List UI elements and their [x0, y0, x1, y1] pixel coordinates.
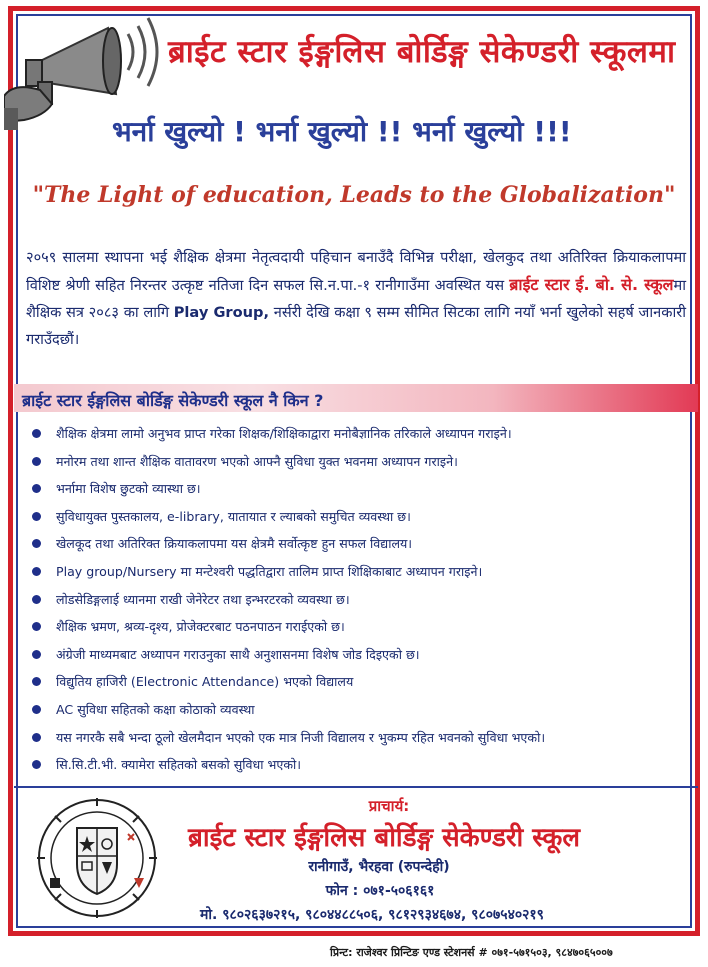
bullet-icon [32, 539, 41, 548]
feature-item [30, 641, 690, 669]
bullet-icon [32, 429, 41, 438]
feature-text: भर्नामा विशेष छुटको व्यास्था छ। [56, 481, 201, 497]
intro-text-1: २०५९ सालमा स्थापना भई शैक्षिक क्षेत्रमा नेतृत्वदायी पहिचान बनाउँदै विभिन्न परीक्षा, खेलकुद तथा अतिरिक्त क्रियाकलापमा विशिष्ट श्रेणी सहित निरन्तर उत्कृष्ट नतिजा दिन सफल सि.न.पा.-१ रानीगाउँमा अवस्थित यस [26, 249, 686, 294]
feature-text: Play group/Nursery मा मन्टेश्वरी पद्धतिद्वारा तालिम प्राप्त शिक्षिकाबाट अध्यापन गराइने। [56, 563, 483, 579]
feature-list [30, 420, 690, 779]
intro-play-group: Play Group, [173, 304, 270, 321]
intro-school-highlight: ब्राईट स्टार ई. बो. से. स्कूल [509, 275, 674, 294]
feature-item [30, 558, 690, 586]
bullet-icon [32, 595, 41, 604]
why-section-title: ब्राईट स्टार ईङ्गलिस बोर्डिङ्ग सेकेण्डरी स्कूल नै किन ? [22, 391, 324, 410]
bullet-icon [32, 760, 41, 769]
feature-item [30, 475, 690, 503]
admission-open-line: भर्ना खुल्यो ! भर्ना खुल्यो !! भर्ना खुल्यो !!! [112, 115, 572, 148]
feature-item [30, 448, 690, 476]
footer-divider [14, 786, 698, 788]
feature-item [30, 586, 690, 614]
intro-text-2: मा शैक्षिक सत्र २०८३ का लागि [26, 277, 686, 321]
bullet-icon [32, 512, 41, 521]
feature-item [30, 751, 690, 779]
feature-item [30, 503, 690, 531]
bullet-icon [32, 457, 41, 466]
school-title: ब्राईट स्टार ईङ्गलिस बोर्डिङ्ग सेकेण्डरी स्कूलमा [168, 34, 676, 70]
feature-text: विद्युतिय हाजिरी (Electronic Attendance) भएको विद्यालय [56, 674, 354, 690]
slogan: "The Light of education, Leads to the Globalization" [32, 182, 676, 208]
footer-mobile-numbers: मो. ९८०२६३७२१५, ९८०४४८८५०६, ९८१२९३४६७४, ९८०७५४०२१९ [200, 907, 544, 923]
printer-credit: प्रिन्ट: राजेश्वर प्रिन्टिङ एण्ड स्टेशनर्स # ०७१-५७१५०३, ९८४७०६५००७ [330, 946, 613, 959]
feature-text: शैक्षिक भ्रमण, श्रव्य-दृश्य, प्रोजेक्टरबाट पठनपाठन गराईएको छ। [56, 619, 345, 635]
bullet-icon [32, 677, 41, 686]
bullet-icon [32, 733, 41, 742]
feature-item [30, 530, 690, 558]
intro-paragraph [26, 244, 686, 353]
intro-text-3: नर्सरी देखि कक्षा ९ सम्म सीमित सिटका लागि नयाँ भर्ना खुलेको सहर्ष जानकारी गराउँदछौं। [26, 304, 686, 348]
feature-text: सि.सि.टी.भी. क्यामेरा सहितको बसको सुविधा भएको। [56, 757, 302, 773]
feature-text: सुविधायुक्त पुस्तकालय, e-library, यातायात र ल्याबको समुचित व्यवस्था छ। [56, 508, 411, 524]
feature-text: शैक्षिक क्षेत्रमा लामो अनुभव प्राप्त गरेका शिक्षक/शिक्षिकाद्वारा मनोबैज्ञानिक तरिकाले अध्यापन गराइने। [56, 426, 512, 441]
feature-text: खेलकूद तथा अतिरिक्त क्रियाकलापमा यस क्षेत्रमै सर्वोत्कृष्ट हुन सफल विद्यालय। [56, 536, 413, 552]
bullet-icon [32, 650, 41, 659]
bullet-icon [32, 622, 41, 631]
feature-text: मनोरम तथा शान्त शैक्षिक वातावरण भएको आफ्नै सुविधा युक्त भवनमा अध्यापन गराइने। [56, 453, 458, 469]
bullet-icon [32, 705, 41, 714]
feature-item [30, 724, 690, 752]
bullet-icon [32, 484, 41, 493]
feature-item [30, 420, 690, 448]
feature-text: लोडसेडिङ्गलाई ध्यानमा राखी जेनेरेटर तथा इन्भरटरको व्यवस्था छ। [56, 591, 350, 607]
feature-text: AC सुविधा सहितको कक्षा कोठाको व्यवस्था [56, 701, 255, 717]
feature-item [30, 613, 690, 641]
footer-address: रानीगाउँ, भैरहवा (रुपन्देही) [308, 859, 450, 875]
feature-text: अंग्रेजी माध्यमबाट अध्यापन गराउनुका साथै अनुशासनमा विशेष जोड दिइएको छ। [56, 646, 420, 662]
feature-item [30, 668, 690, 696]
bullet-icon [32, 567, 41, 576]
principal-label: प्राचार्य: [368, 797, 410, 815]
feature-item [30, 696, 690, 724]
feature-text: यस नगरकै सबै भन्दा ठूलो खेलमैदान भएको एक मात्र निजी विद्यालय र भुकम्प रहित भवनको सुविधा भएको। [56, 729, 546, 745]
footer-school-name: ब्राईट स्टार ईङ्गलिस बोर्डिङ्ग सेकेण्डरी स्कूल [188, 823, 581, 853]
footer-phone: फोन : ०७१-५०६१६१ [325, 883, 435, 899]
